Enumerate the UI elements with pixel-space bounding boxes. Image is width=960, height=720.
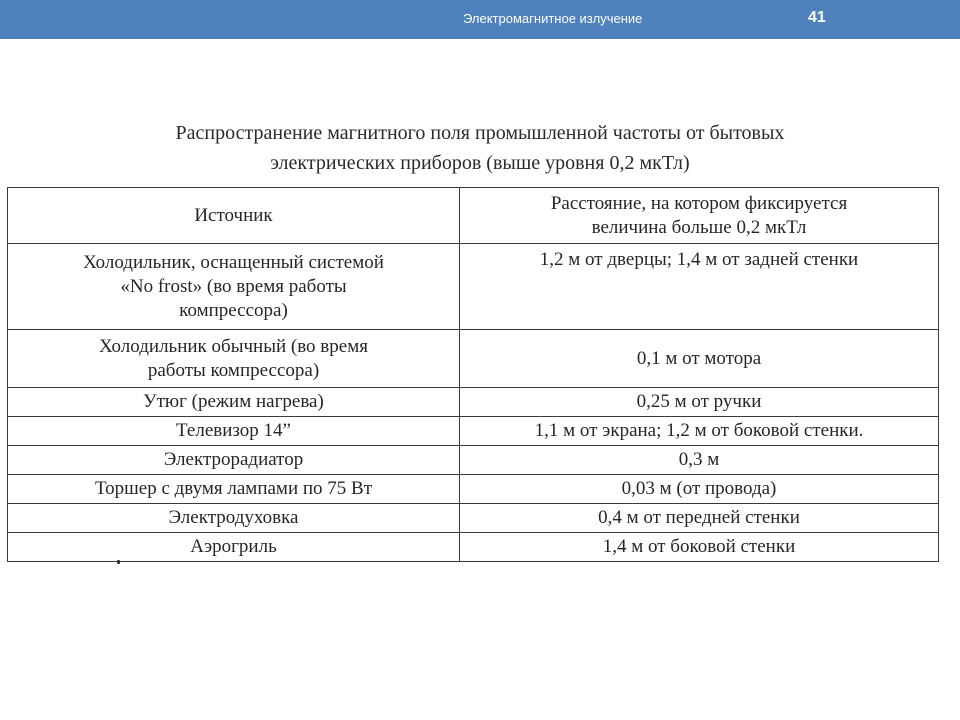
source-cell: Телевизор 14”: [8, 417, 460, 446]
table-row: [8, 330, 939, 388]
source-line: «No frost» (во время работы: [120, 275, 347, 297]
document-heading-line-2: электрических приборов (выше уровня 0,2 мкТл): [270, 152, 690, 174]
magnetic-field-table: [7, 187, 939, 562]
column-header-source: [8, 188, 460, 244]
source-cell: Электрорадиатор: [8, 446, 460, 475]
distance-cell: 0,3 м: [460, 446, 939, 475]
source-line: Холодильник, оснащенный системой: [83, 251, 384, 273]
source-line: Холодильник обычный (во время: [99, 335, 368, 357]
distance-cell: 1,1 м от экрана; 1,2 м от боковой стенки.: [460, 417, 939, 446]
source-cell: Утюг (режим нагрева): [8, 388, 460, 417]
scan-artifact: [117, 560, 120, 564]
table-header-row: [8, 188, 939, 244]
slide-title: Электромагнитное излучение: [463, 11, 643, 26]
column-header-distance-line-1: Расстояние, на котором фиксируется: [550, 192, 848, 214]
column-header-source-label: Источник: [194, 204, 273, 226]
distance-cell: 0,03 м (от провода): [460, 475, 939, 504]
table-row: [8, 504, 939, 533]
column-header-distance-line-2: величина больше 0,2 мкТл: [591, 216, 807, 238]
table-row: [8, 244, 939, 330]
source-line: работы компрессора): [147, 359, 320, 381]
table-row: [8, 475, 939, 504]
column-header-distance: [460, 188, 939, 244]
slide-page-number: 41: [808, 9, 826, 26]
distance-cell: 0,1 м от мотора: [460, 330, 939, 388]
slide-header-bar: [0, 0, 960, 39]
source-cell: Электродуховка: [8, 504, 460, 533]
distance-cell: 1,2 м от дверцы; 1,4 м от задней стенки: [460, 244, 939, 330]
source-cell: Торшер с двумя лампами по 75 Вт: [8, 475, 460, 504]
table-row: [8, 533, 939, 562]
table-row: [8, 417, 939, 446]
table-row: [8, 446, 939, 475]
distance-cell: 0,25 м от ручки: [460, 388, 939, 417]
source-cell: Аэрогриль: [8, 533, 460, 562]
distance-cell: 0,4 м от передней стенки: [460, 504, 939, 533]
document-heading-line-1: Распространение магнитного поля промышленной частоты от бытовых: [175, 122, 785, 144]
document-heading: [60, 118, 900, 178]
distance-cell: 1,4 м от боковой стенки: [460, 533, 939, 562]
source-cell: [8, 330, 460, 388]
source-cell: [8, 244, 460, 330]
table-row: [8, 388, 939, 417]
source-line: компрессора): [179, 299, 288, 321]
